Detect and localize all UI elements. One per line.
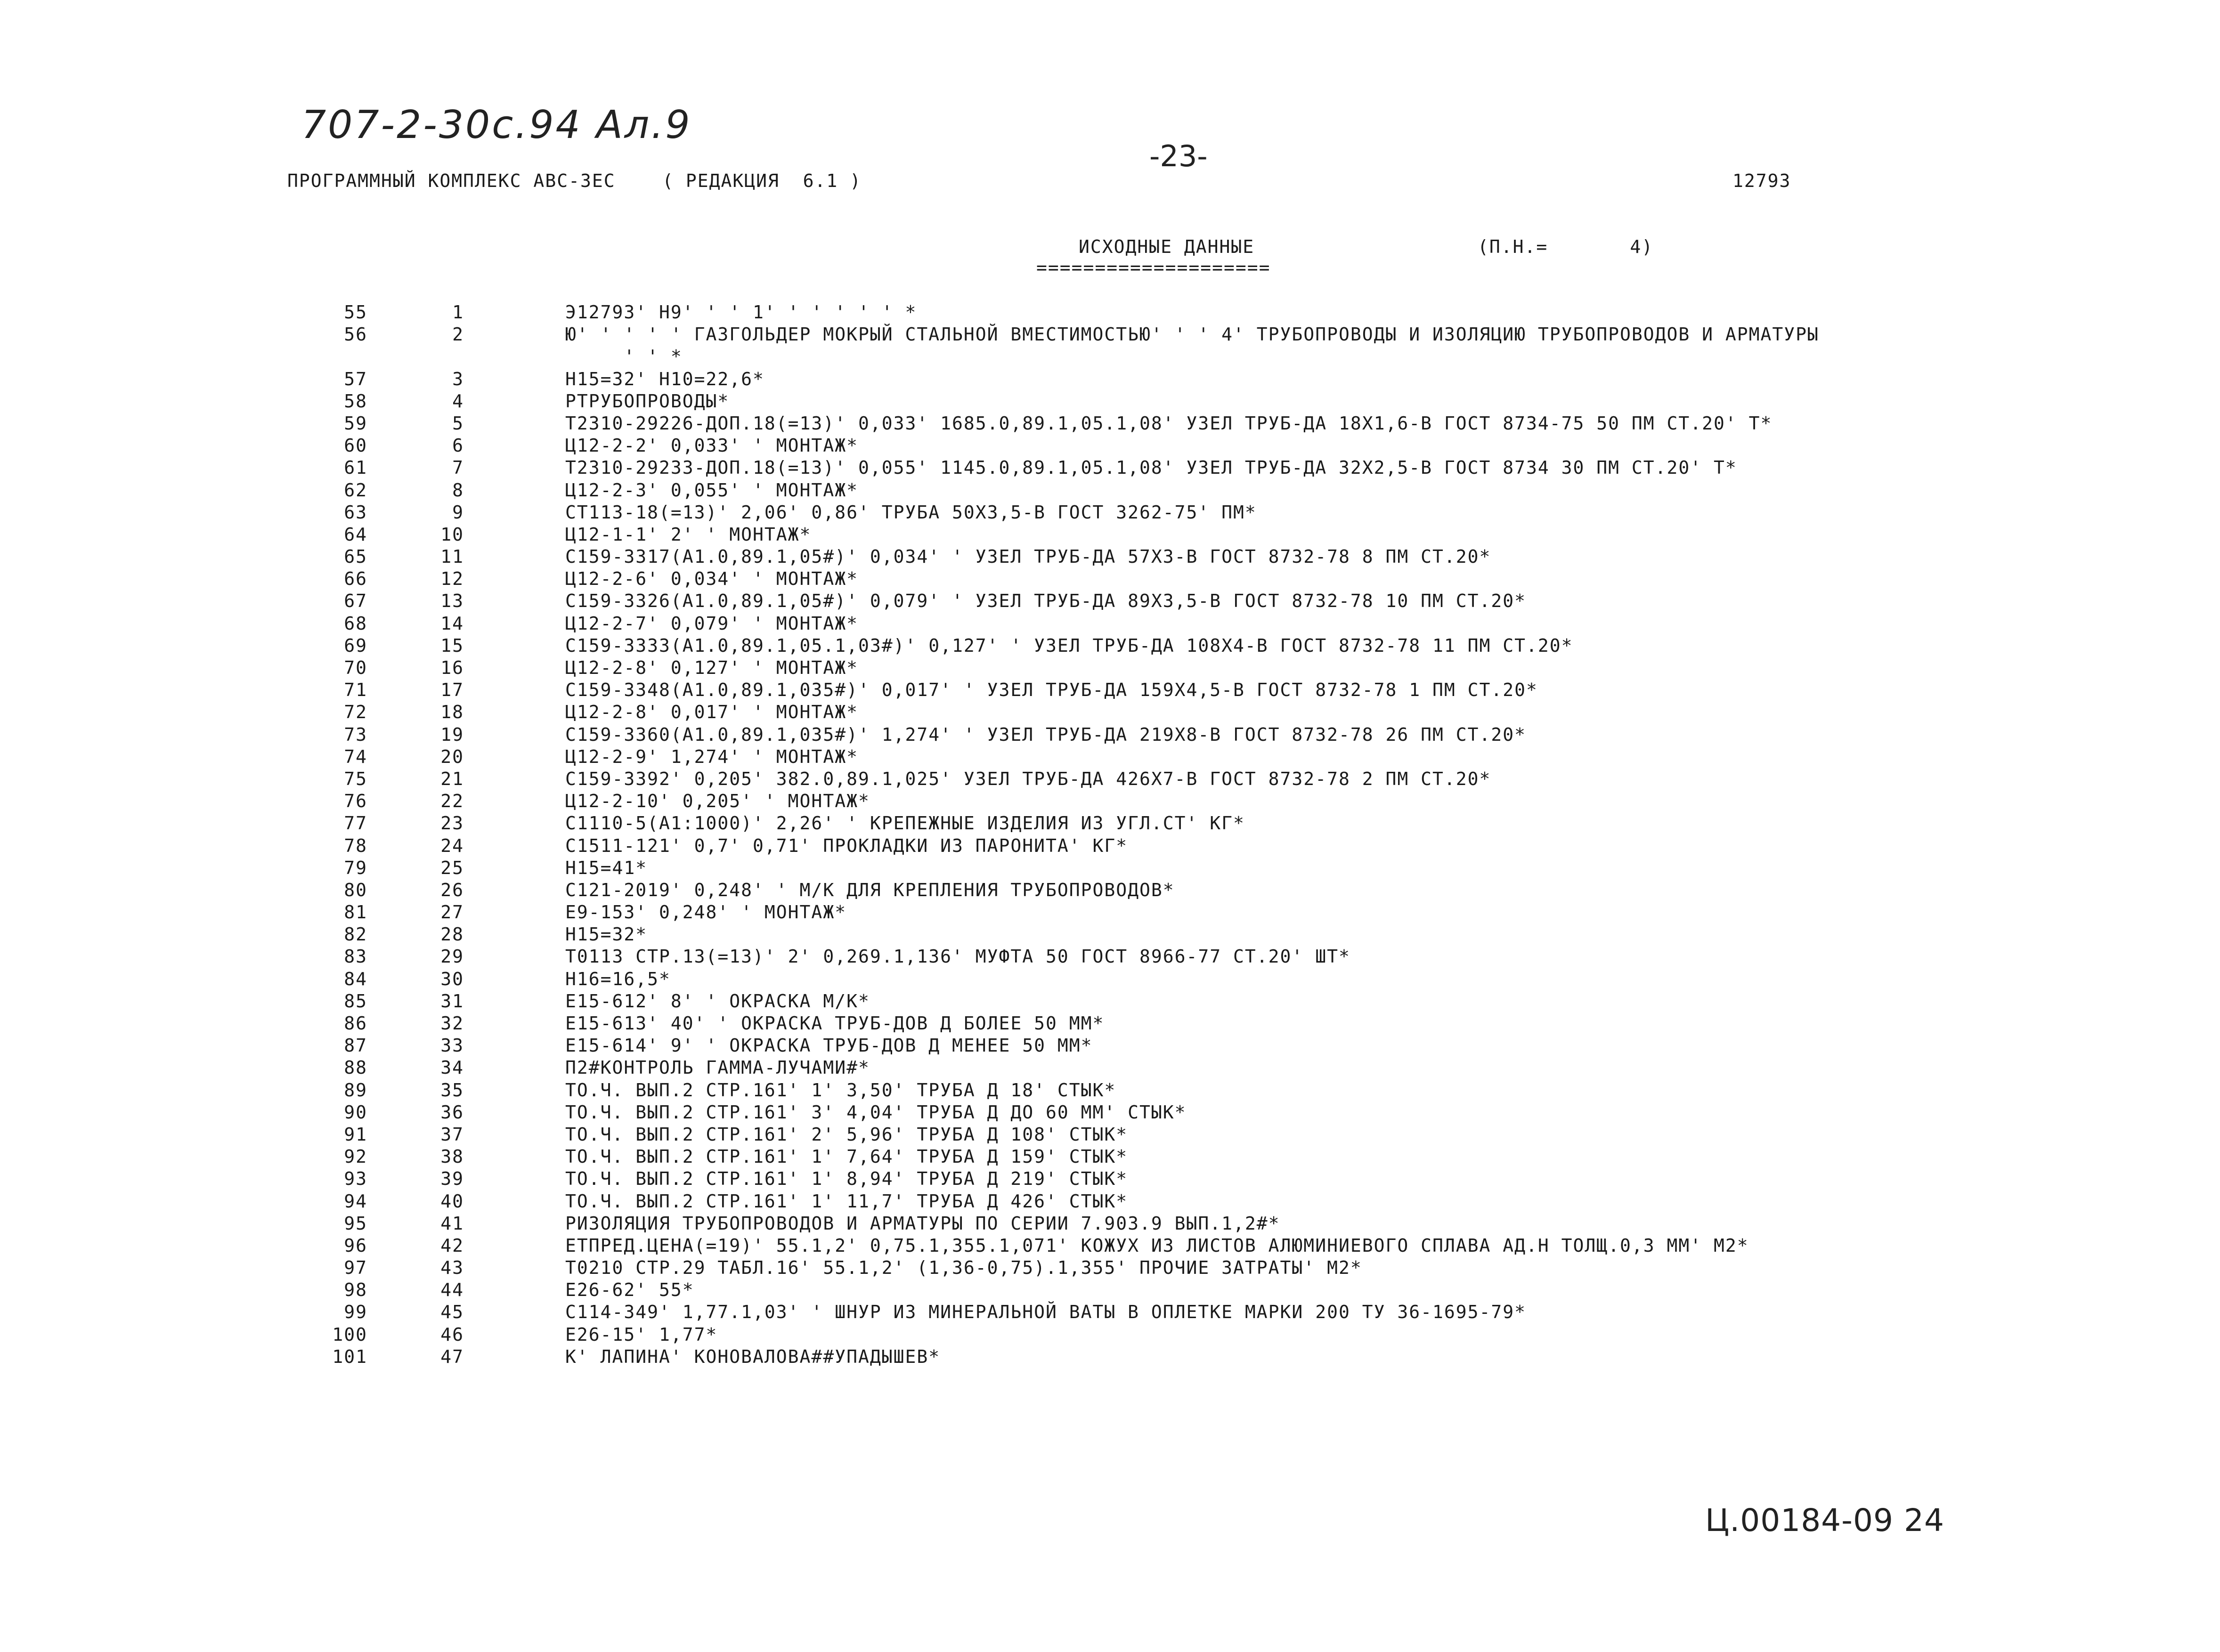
row-text: Н15=41*: [565, 857, 648, 878]
listing-row: [0, 1257, 2220, 1279]
row-text: Т2310-29226-ДОП.18(=13)' 0,033' 1685.0,89.1,05.1,08' УЗЕЛ ТРУБ-ДА 18Х1,6-В ГОСТ 8734-75 50 ПМ СТ.20' Т*: [565, 413, 1773, 434]
row-line-number: 88: [344, 1057, 367, 1078]
row-text: ТО.Ч. ВЫП.2 СТР.161' 3' 4,04' ТРУБА Д ДО 60 ММ' СТЫК*: [565, 1101, 1187, 1123]
row-line-number: 78: [344, 835, 367, 856]
row-text: Е9-153' 0,248' ' МОНТАЖ*: [565, 902, 847, 923]
listing-row: [0, 1346, 2220, 1368]
listing-rows: [0, 301, 2220, 1368]
row-text: Н15=32*: [565, 924, 648, 945]
row-record-number: 22: [440, 791, 464, 812]
row-text: ТО.Ч. ВЫП.2 СТР.161' 2' 5,96' ТРУБА Д 108' СТЫК*: [565, 1124, 1128, 1145]
listing-row: [0, 568, 2220, 590]
listing-row: [0, 923, 2220, 946]
row-text: С1110-5(А1:1000)' 2,26' ' КРЕПЕЖНЫЕ ИЗДЕЛИЯ ИЗ УГЛ.СТ' КГ*: [565, 813, 1245, 834]
row-record-number: 1: [452, 302, 464, 323]
row-text: С159-3326(А1.0,89.1,05#)' 0,079' ' УЗЕЛ ТРУБ-ДА 89Х3,5-В ГОСТ 8732-78 10 ПМ СТ.20*: [565, 591, 1526, 612]
listing-row: [0, 901, 2220, 923]
row-record-number: 32: [440, 1013, 464, 1034]
listing-row: [0, 613, 2220, 635]
row-record-number: 23: [440, 813, 464, 834]
row-line-number: 98: [344, 1279, 367, 1301]
row-record-number: 21: [440, 768, 464, 789]
row-text: Ц12-2-2' 0,033' ' МОНТАЖ*: [565, 435, 858, 456]
listing-row: [0, 1301, 2220, 1323]
row-line-number: 55: [344, 302, 367, 323]
listing-row: [0, 835, 2220, 857]
row-record-number: 39: [440, 1168, 464, 1190]
row-line-number: 90: [344, 1101, 367, 1123]
listing-row: [0, 413, 2220, 435]
row-line-number: 63: [344, 502, 367, 523]
row-line-number: 94: [344, 1190, 367, 1212]
listing-row: [0, 1190, 2220, 1213]
row-record-number: 47: [440, 1346, 464, 1367]
row-record-number: 8: [452, 479, 464, 501]
row-text: Т0210 СТР.29 ТАБЛ.16' 55.1,2' (1,36-0,75).1,355' ПРОЧИЕ ЗАТРАТЫ' М2*: [565, 1257, 1362, 1279]
row-record-number: 43: [440, 1257, 464, 1279]
row-line-number: 59: [344, 413, 367, 434]
row-text: Ю' ' ' ' ' ГАЗГОЛЬДЕР МОКРЫЙ СТАЛЬНОЙ ВМЕСТИМОСТЬЮ' ' ' 4' ТРУБОПРОВОДЫ И ИЗОЛЯЦИЮ ТРУБОПРОВОДОВ И АРМАТУРЫ: [565, 324, 1819, 345]
section-title: ИСХОДНЫЕ ДАННЫЕ: [1079, 236, 1255, 257]
listing-row: [0, 546, 2220, 568]
row-record-number: 15: [440, 635, 464, 656]
row-record-number: 37: [440, 1124, 464, 1145]
row-line-number: 72: [344, 702, 367, 723]
row-record-number: 19: [440, 724, 464, 745]
row-line-number: 91: [344, 1124, 367, 1145]
row-line-number: 81: [344, 902, 367, 923]
row-record-number: 26: [440, 879, 464, 900]
row-record-number: 33: [440, 1035, 464, 1056]
listing-row: [0, 768, 2220, 790]
row-text: С159-3333(А1.0,89.1,05.1,03#)' 0,127' ' УЗЕЛ ТРУБ-ДА 108Х4-В ГОСТ 8732-78 11 ПМ СТ.20*: [565, 635, 1573, 656]
row-record-number: 9: [452, 502, 464, 523]
row-record-number: 41: [440, 1213, 464, 1234]
row-line-number: 93: [344, 1168, 367, 1190]
row-record-number: 4: [452, 390, 464, 412]
row-text: РИЗОЛЯЦИЯ ТРУБОПРОВОДОВ И АРМАТУРЫ ПО СЕРИИ 7.903.9 ВЫП.1,2#*: [565, 1213, 1280, 1234]
row-text: Е15-613' 40' ' ОКРАСКА ТРУБ-ДОВ Д БОЛЕЕ 50 ММ*: [565, 1013, 1105, 1034]
row-record-number: 14: [440, 613, 464, 634]
row-line-number: 80: [344, 879, 367, 900]
row-text: С159-3360(А1.0,89.1,035#)' 1,274' ' УЗЕЛ ТРУБ-ДА 219Х8-В ГОСТ 8732-78 26 ПМ СТ.20*: [565, 724, 1526, 745]
row-text: ТО.Ч. ВЫП.2 СТР.161' 1' 7,64' ТРУБА Д 159' СТЫК*: [565, 1146, 1128, 1167]
listing-row: [0, 857, 2220, 879]
row-line-number: 64: [344, 524, 367, 545]
row-line-number: 79: [344, 857, 367, 878]
row-text: С159-3392' 0,205' 382.0,89.1,025' УЗЕЛ ТРУБ-ДА 426Х7-В ГОСТ 8732-78 2 ПМ СТ.20*: [565, 768, 1491, 789]
row-line-number: 99: [344, 1302, 367, 1323]
row-line-number: 96: [344, 1235, 367, 1256]
row-record-number: 5: [452, 413, 464, 434]
row-text: ТО.Ч. ВЫП.2 СТР.161' 1' 3,50' ТРУБА Д 18' СТЫК*: [565, 1079, 1116, 1101]
row-text: Ц12-2-6' 0,034' ' МОНТАЖ*: [565, 568, 858, 590]
row-text: ТО.Ч. ВЫП.2 СТР.161' 1' 8,94' ТРУБА Д 219' СТЫК*: [565, 1168, 1128, 1190]
row-record-number: 28: [440, 924, 464, 945]
row-line-number: 77: [344, 813, 367, 834]
section-underline: ====================: [1036, 257, 1271, 278]
row-line-number: 71: [344, 680, 367, 701]
row-record-number: 25: [440, 857, 464, 878]
row-record-number: 45: [440, 1302, 464, 1323]
row-text: Е26-15' 1,77*: [565, 1324, 718, 1345]
listing-row: [0, 1279, 2220, 1301]
page-mark: -23-: [1149, 139, 1208, 173]
row-record-number: 34: [440, 1057, 464, 1078]
listing-row: [0, 1146, 2220, 1168]
row-text: ТО.Ч. ВЫП.2 СТР.161' 1' 11,7' ТРУБА Д 426' СТЫК*: [565, 1190, 1128, 1212]
row-record-number: 29: [440, 946, 464, 967]
row-line-number: 100: [332, 1324, 367, 1345]
row-record-number: 36: [440, 1101, 464, 1123]
row-record-number: 42: [440, 1235, 464, 1256]
listing-row: [0, 1057, 2220, 1079]
row-text: Ц12-2-8' 0,017' ' МОНТАЖ*: [565, 702, 858, 723]
row-line-number: 101: [332, 1346, 367, 1367]
program-header: ПРОГРАММНЫЙ КОМПЛЕКС АВС-ЗЕС ( РЕДАКЦИЯ 6.1 ): [287, 170, 862, 191]
listing-row: [0, 1168, 2220, 1190]
row-text: Е26-62' 55*: [565, 1279, 694, 1301]
row-line-number: 57: [344, 368, 367, 389]
page-number: (П.Н.= 4): [1478, 236, 1654, 257]
row-record-number: 13: [440, 591, 464, 612]
row-line-number: 74: [344, 746, 367, 767]
document-code: 707-2-30с.94 Ал.9: [301, 103, 692, 147]
row-text: РТРУБОПРОВОДЫ*: [565, 390, 730, 412]
row-line-number: 75: [344, 768, 367, 789]
listing-row: [0, 457, 2220, 479]
row-line-number: 89: [344, 1079, 367, 1101]
row-line-number: 85: [344, 990, 367, 1012]
listing-row: [0, 479, 2220, 502]
row-record-number: 31: [440, 990, 464, 1012]
footer-stamp: Ц.00184-09 24: [1705, 1502, 1944, 1539]
row-line-number: 83: [344, 946, 367, 967]
row-line-number: 68: [344, 613, 367, 634]
row-text: П2#КОНТРОЛЬ ГАММА-ЛУЧАМИ#*: [565, 1057, 870, 1078]
row-line-number: 92: [344, 1146, 367, 1167]
row-record-number: 6: [452, 435, 464, 456]
row-line-number: 82: [344, 924, 367, 945]
row-text: С159-3317(А1.0,89.1,05#)' 0,034' ' УЗЕЛ ТРУБ-ДА 57Х3-В ГОСТ 8732-78 8 ПМ СТ.20*: [565, 546, 1491, 567]
listing-row: [0, 812, 2220, 834]
row-line-number: 97: [344, 1257, 367, 1279]
listing-row: [0, 502, 2220, 524]
row-record-number: 2: [452, 324, 464, 345]
row-text: Ц12-2-7' 0,079' ' МОНТАЖ*: [565, 613, 858, 634]
row-text: Е15-612' 8' ' ОКРАСКА М/К*: [565, 990, 870, 1012]
listing-row: [0, 1324, 2220, 1346]
row-line-number: 86: [344, 1013, 367, 1034]
listing-row: [0, 1235, 2220, 1257]
row-text: С121-2019' 0,248' ' М/К ДЛЯ КРЕПЛЕНИЯ ТРУБОПРОВОДОВ*: [565, 879, 1175, 900]
row-record-number: 18: [440, 702, 464, 723]
row-line-number: 84: [344, 968, 367, 989]
row-record-number: 7: [452, 457, 464, 478]
row-record-number: 3: [452, 368, 464, 389]
job-number: 12793: [1732, 170, 1791, 191]
listing-row: [0, 524, 2220, 546]
row-line-number: 73: [344, 724, 367, 745]
row-line-number: 58: [344, 390, 367, 412]
row-record-number: 17: [440, 680, 464, 701]
row-line-number: 60: [344, 435, 367, 456]
listing-row: [0, 1012, 2220, 1035]
row-text: С1511-121' 0,7' 0,71' ПРОКЛАДКИ ИЗ ПАРОНИТА' КГ*: [565, 835, 1128, 856]
listing-row: [0, 390, 2220, 413]
row-line-number: 65: [344, 546, 367, 567]
row-record-number: 46: [440, 1324, 464, 1345]
row-text: Ц12-2-10' 0,205' ' МОНТАЖ*: [565, 791, 870, 812]
row-line-number: 76: [344, 791, 367, 812]
row-line-number: 87: [344, 1035, 367, 1056]
row-line-number: 95: [344, 1213, 367, 1234]
row-line-number: 62: [344, 479, 367, 501]
row-text: Т2310-29233-ДОП.18(=13)' 0,055' 1145.0,89.1,05.1,08' УЗЕЛ ТРУБ-ДА 32Х2,5-В ГОСТ 8734 30 ПМ СТ.20' Т*: [565, 457, 1737, 478]
row-record-number: 12: [440, 568, 464, 590]
row-record-number: 38: [440, 1146, 464, 1167]
row-text: Е15-614' 9' ' ОКРАСКА ТРУБ-ДОВ Д МЕНЕЕ 50 ММ*: [565, 1035, 1093, 1056]
row-text: Ц12-2-8' 0,127' ' МОНТАЖ*: [565, 657, 858, 678]
listing-row: [0, 590, 2220, 612]
row-record-number: 16: [440, 657, 464, 678]
listing-row: [0, 324, 2220, 346]
listing-row: [0, 946, 2220, 968]
row-text: СТ113-18(=13)' 2,06' 0,86' ТРУБА 50Х3,5-В ГОСТ 3262-75' ПМ*: [565, 502, 1257, 523]
row-text: К' ЛАПИНА' КОНОВАЛОВА##УПАДЫШЕВ*: [565, 1346, 941, 1367]
listing-row: [0, 1101, 2220, 1124]
row-record-number: 11: [440, 546, 464, 567]
row-text: Ц12-1-1' 2' ' МОНТАЖ*: [565, 524, 812, 545]
row-line-number: 66: [344, 568, 367, 590]
row-record-number: 10: [440, 524, 464, 545]
listing-row: [0, 1124, 2220, 1146]
row-record-number: 40: [440, 1190, 464, 1212]
row-line-number: 67: [344, 591, 367, 612]
row-record-number: 27: [440, 902, 464, 923]
listing-row: [0, 790, 2220, 812]
listing-row: [0, 679, 2220, 701]
row-text: Э12793' Н9' ' ' 1' ' ' ' ' ' *: [565, 302, 917, 323]
row-record-number: 30: [440, 968, 464, 989]
listing-row: [0, 968, 2220, 990]
listing-row: [0, 1035, 2220, 1057]
row-record-number: 35: [440, 1079, 464, 1101]
listing-row: [0, 635, 2220, 657]
row-line-number: 70: [344, 657, 367, 678]
listing-row: [0, 701, 2220, 723]
listing-row: [0, 435, 2220, 457]
listing-row: [0, 746, 2220, 768]
listing-row: [0, 657, 2220, 679]
row-line-number: 69: [344, 635, 367, 656]
listing-row: [0, 990, 2220, 1012]
listing-row: [0, 368, 2220, 390]
row-record-number: 44: [440, 1279, 464, 1301]
row-text: С159-3348(А1.0,89.1,035#)' 0,017' ' УЗЕЛ ТРУБ-ДА 159Х4,5-В ГОСТ 8732-78 1 ПМ СТ.20*: [565, 680, 1538, 701]
listing-row: [0, 346, 2220, 368]
listing-row: [0, 879, 2220, 901]
row-line-number: 56: [344, 324, 367, 345]
row-text: С114-349' 1,77.1,03' ' ШНУР ИЗ МИНЕРАЛЬНОЙ ВАТЫ В ОПЛЕТКЕ МАРКИ 200 ТУ 36-1695-79*: [565, 1302, 1526, 1323]
row-record-number: 20: [440, 746, 464, 767]
listing-row: [0, 1079, 2220, 1101]
row-text: Н16=16,5*: [565, 968, 671, 989]
row-text: Ц12-2-9' 1,274' ' МОНТАЖ*: [565, 746, 858, 767]
row-text: ЕТПРЕД.ЦЕНА(=19)' 55.1,2' 0,75.1,355.1,071' КОЖУХ ИЗ ЛИСТОВ АЛЮМИНИЕВОГО СПЛАВА АД.Н ТОЛЩ.0,3 ММ' М2*: [565, 1235, 1749, 1256]
listing-row: [0, 724, 2220, 746]
listing-row: [0, 301, 2220, 324]
row-text: Ц12-2-3' 0,055' ' МОНТАЖ*: [565, 479, 858, 501]
row-text: Н15=32' Н10=22,6*: [565, 368, 764, 389]
listing-row: [0, 1213, 2220, 1235]
row-line-number: 61: [344, 457, 367, 478]
row-text: Т0113 СТР.13(=13)' 2' 0,269.1,136' МУФТА 50 ГОСТ 8966-77 СТ.20' ШТ*: [565, 946, 1350, 967]
row-text: ' ' *: [565, 346, 683, 367]
row-record-number: 24: [440, 835, 464, 856]
